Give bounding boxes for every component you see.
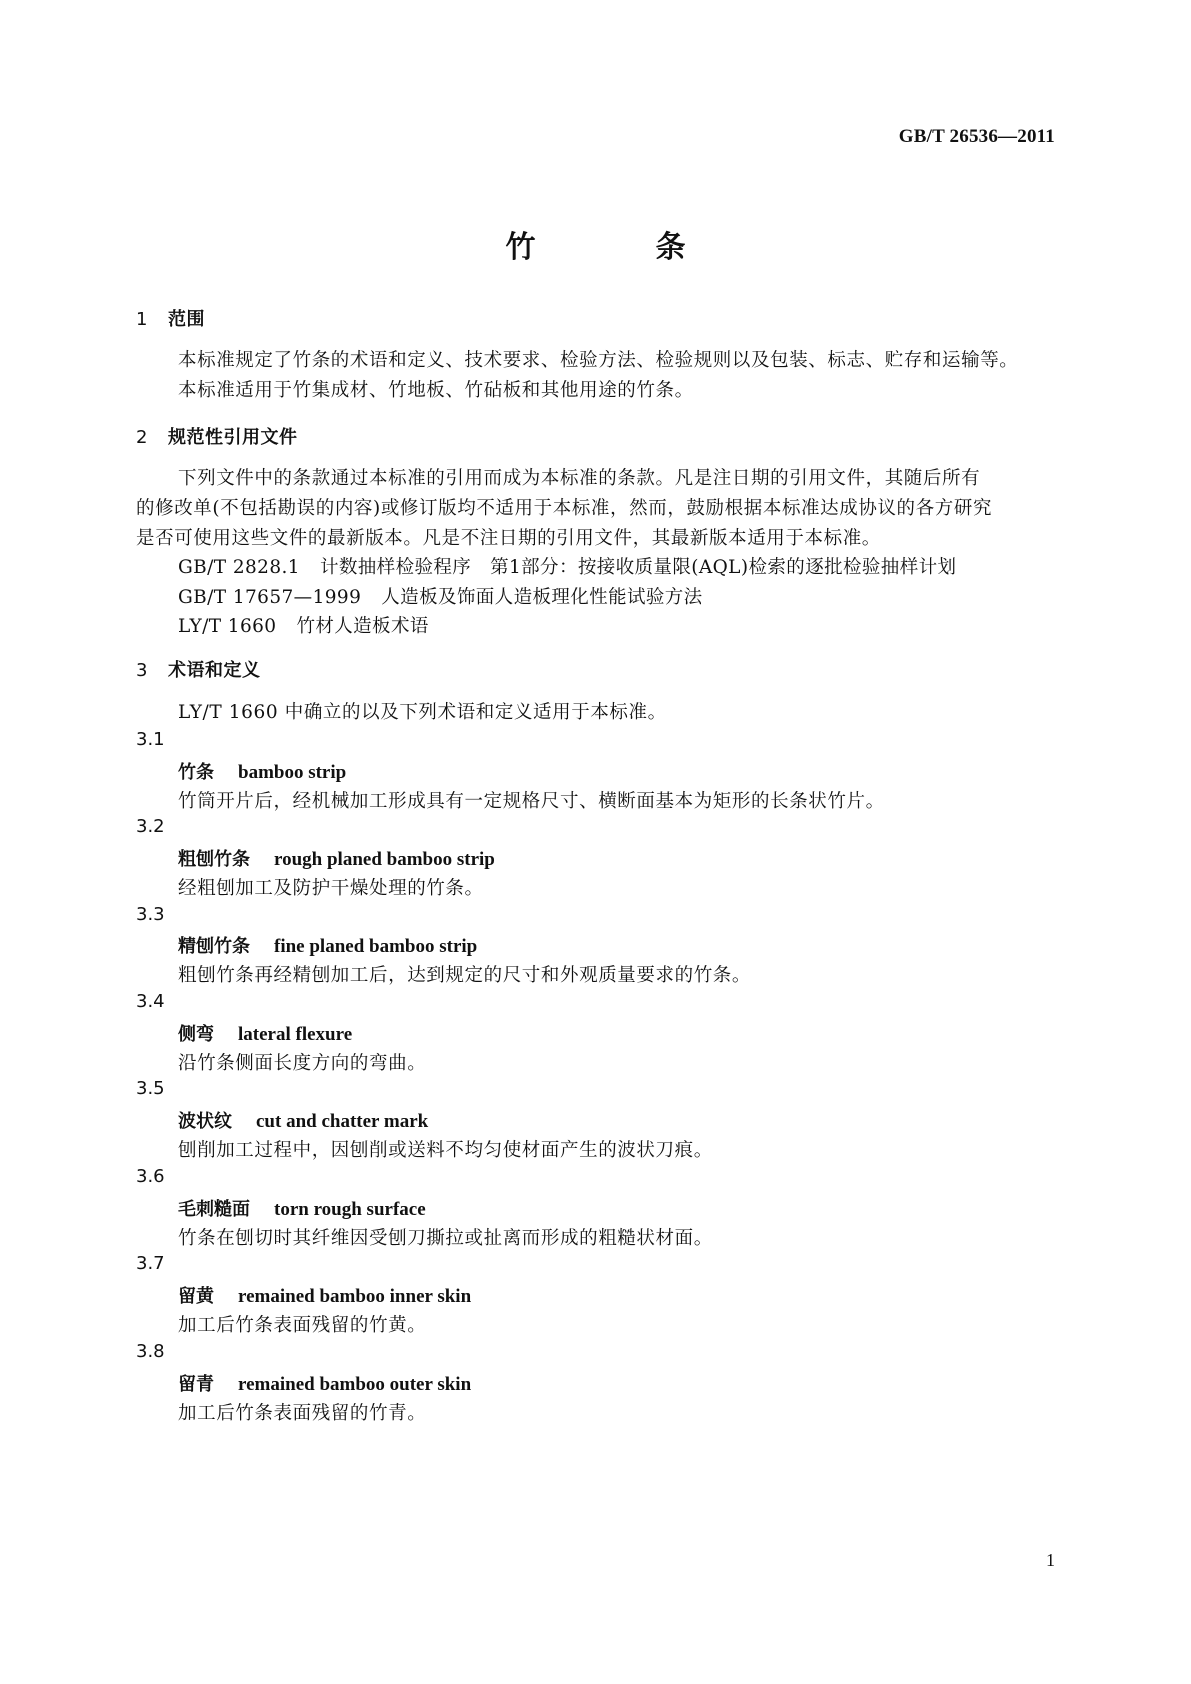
section-number: 1	[136, 309, 148, 330]
references-intro-line-3: 是否可使用这些文件的最新版本。凡是不注日期的引用文件，其最新版本适用于本标准。	[136, 528, 881, 549]
term-heading	[178, 1370, 471, 1396]
section-title: 术语和定义	[168, 660, 261, 681]
term-zh: 留黄	[178, 1286, 214, 1307]
reference-code: GB/T 17657—1999	[178, 587, 362, 608]
term-en: fine planed bamboo strip	[274, 936, 478, 957]
term-en: remained bamboo inner skin	[238, 1286, 472, 1307]
term-zh: 留青	[178, 1374, 214, 1395]
reference-title: 人造板及饰面人造板理化性能试验方法	[381, 587, 703, 608]
reference-item	[178, 612, 429, 638]
term-en: bamboo strip	[238, 762, 347, 783]
term-definition: 竹条在刨切时其纤维因受刨刀撕拉或扯离而形成的粗糙状材面。	[178, 1228, 713, 1249]
scope-paragraph-1: 本标准规定了竹条的术语和定义、技术要求、检验方法、检验规则以及包装、标志、贮存和运输等。	[178, 350, 1019, 371]
term-zh: 竹条	[178, 762, 214, 783]
term-en: rough planed bamboo strip	[274, 849, 495, 870]
term-zh: 毛刺糙面	[178, 1199, 250, 1220]
term-number: 3.5	[136, 1078, 165, 1099]
term-heading	[178, 1107, 428, 1133]
term-number: 3.1	[136, 729, 165, 750]
term-definition: 沿竹条侧面长度方向的弯曲。	[178, 1053, 427, 1074]
term-heading	[178, 1195, 426, 1221]
term-definition: 经粗刨加工及防护干燥处理的竹条。	[178, 878, 484, 899]
references-intro-line-1: 下列文件中的条款通过本标准的引用而成为本标准的条款。凡是注日期的引用文件，其随后所有	[178, 468, 981, 489]
reference-title: 竹材人造板术语	[296, 616, 429, 637]
section-number: 2	[136, 427, 148, 448]
term-definition: 加工后竹条表面残留的竹青。	[178, 1403, 427, 1424]
document-title	[0, 222, 1191, 266]
scope-paragraph-2: 本标准适用于竹集成材、竹地板、竹砧板和其他用途的竹条。	[178, 380, 694, 401]
reference-title: 计数抽样检验程序 第1部分：按接收质量限(AQL)检索的逐批检验抽样计划	[319, 557, 957, 578]
section-2-heading	[136, 423, 298, 449]
term-number: 3.2	[136, 816, 165, 837]
section-1-heading	[136, 305, 205, 331]
term-en: lateral flexure	[238, 1024, 353, 1045]
term-heading	[178, 758, 346, 784]
reference-item	[178, 583, 703, 609]
term-zh: 侧弯	[178, 1024, 214, 1045]
term-definition: 刨削加工过程中，因刨削或送料不均匀使材面产生的波状刀痕。	[178, 1140, 713, 1161]
section-number: 3	[136, 660, 148, 681]
term-number: 3.8	[136, 1341, 165, 1362]
reference-code: GB/T 2828.1	[178, 557, 300, 578]
term-heading	[178, 1282, 471, 1308]
title-char-2: 条	[655, 230, 686, 265]
term-definition: 加工后竹条表面残留的竹黄。	[178, 1315, 427, 1336]
section-3-heading	[136, 656, 261, 682]
term-en: cut and chatter mark	[256, 1111, 429, 1132]
reference-code: LY/T 1660	[178, 616, 277, 637]
standard-code: GB/T 26536—2011	[898, 126, 1055, 147]
term-definition: 粗刨竹条再经精刨加工后，达到规定的尺寸和外观质量要求的竹条。	[178, 965, 752, 986]
term-heading	[178, 1020, 352, 1046]
term-heading	[178, 932, 477, 958]
term-definition: 竹筒开片后，经机械加工形成具有一定规格尺寸、横断面基本为矩形的长条状竹片。	[178, 791, 885, 812]
term-en: torn rough surface	[274, 1199, 426, 1220]
term-number: 3.7	[136, 1253, 165, 1274]
term-number: 3.3	[136, 904, 165, 925]
title-char-1: 竹	[505, 230, 536, 265]
terms-intro: LY/T 1660 中确立的以及下列术语和定义适用于本标准。	[178, 702, 667, 723]
section-title: 范围	[168, 309, 205, 330]
page-number: 1	[1046, 1550, 1055, 1570]
term-number: 3.4	[136, 991, 165, 1012]
term-zh: 波状纹	[178, 1111, 232, 1132]
reference-item	[178, 553, 956, 579]
term-number: 3.6	[136, 1166, 165, 1187]
term-heading	[178, 845, 495, 871]
section-title: 规范性引用文件	[168, 427, 298, 448]
term-zh: 精刨竹条	[178, 936, 250, 957]
references-intro-line-2: 的修改单(不包括勘误的内容)或修订版均不适用于本标准，然而，鼓励根据本标准达成协议的各方研究	[136, 498, 993, 519]
term-en: remained bamboo outer skin	[238, 1374, 472, 1395]
term-zh: 粗刨竹条	[178, 849, 250, 870]
